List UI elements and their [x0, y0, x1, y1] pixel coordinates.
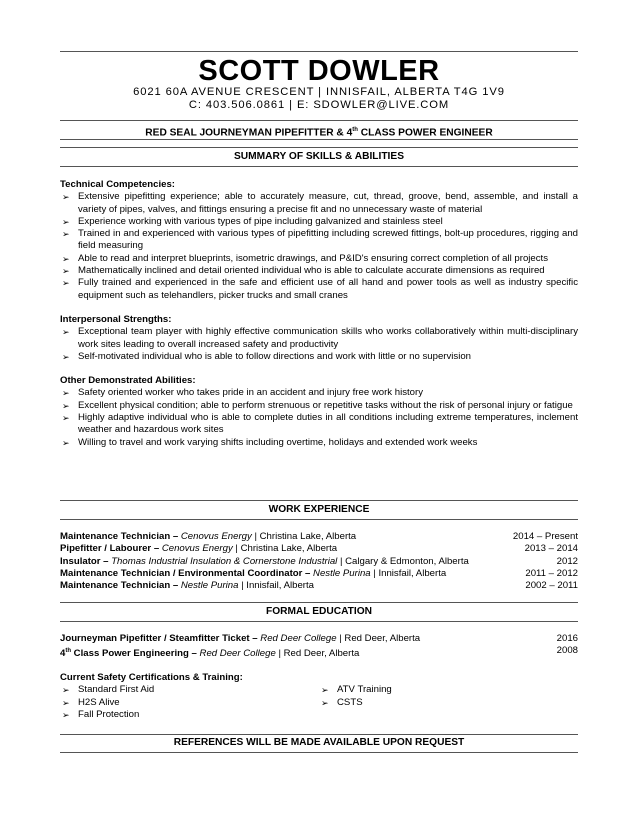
bullet-item: [60, 437, 578, 449]
education-separator: –: [188, 648, 200, 660]
bullet-text: Standard First Aid: [78, 684, 155, 696]
job-title: Pipefitter / Labourer: [60, 543, 152, 555]
certifications-section: [60, 672, 578, 721]
job-company: Cenovus Energy: [180, 531, 252, 542]
divider: [60, 500, 578, 501]
title-band: [60, 124, 578, 139]
top-rule: [60, 51, 578, 52]
bullet-item: [60, 265, 578, 277]
arrow-bullet-icon: ➢: [321, 697, 329, 708]
arrow-bullet-icon: ➢: [62, 413, 70, 424]
job-location: | Christina Lake, Alberta: [232, 543, 338, 555]
job-location: | Innisfail, Alberta: [238, 580, 315, 592]
job-dates: 2014 – Present: [512, 531, 578, 542]
job-company: Nestle Purina: [180, 580, 239, 592]
bullet-item: [319, 697, 578, 709]
divider: [60, 519, 578, 520]
bullet-text: Safety oriented worker who takes pride in an accident and injury free work history: [78, 387, 424, 399]
skills-group-title: Other Demonstrated Abilities:: [60, 375, 196, 387]
job-dates: 2013 – 2014: [524, 543, 578, 555]
bullet-text: Extensive pipefitting experience; able to accurately measure, cut, thread, groove, bend, assemble, and install a variety of pipes, valves, and fittings ensuring a precise fit and no unnecessary waste of material: [78, 191, 578, 215]
bullet-text: CSTS: [337, 696, 363, 708]
job-title: Insulator: [60, 555, 101, 567]
education-location: | Red Deer, Alberta: [336, 633, 421, 644]
bullet-text: Willing to travel and work varying shifts including overtime, holidays and extended work weeks: [78, 436, 478, 448]
bullet-text: Excellent physical condition; able to perform strenuous or repetitive tasks without the risk of personal injury or fatigue: [78, 399, 573, 411]
job-company: Nestle Purina: [313, 567, 371, 579]
job-title: Maintenance Technician: [60, 531, 171, 542]
bullet-text: Highly adaptive individual who is able to complete duties in all conditions including extreme temperatures, inclement weather and hazardous work sites: [78, 412, 578, 436]
job-dates: 2012: [556, 555, 578, 567]
job-row: [60, 568, 578, 580]
job-row: [60, 531, 578, 543]
bullet-item: [60, 684, 319, 696]
job-location: | Innisfail, Alberta: [370, 567, 447, 579]
job-row: [60, 556, 578, 568]
arrow-bullet-icon: ➢: [62, 685, 70, 696]
bullet-text: Mathematically inclined and detail oriented individual who is able to calculate accurate dimensions as required: [78, 265, 545, 277]
education-school: Red Deer College: [260, 633, 337, 644]
education-heading: FORMAL EDUCATION: [265, 606, 373, 617]
bullet-item: [60, 277, 578, 302]
job-title: Maintenance Technician / Environmental Coordinator: [60, 567, 303, 579]
job-company: Cenovus Energy: [161, 543, 233, 555]
education-title: Journeyman Pipefitter / Steamfitter Ticket: [60, 633, 250, 644]
bullet-text: Fully trained and experienced in the safe and efficient use of all hand and power tools as well as industry specific equipment such as telehandlers, picker trucks and small cranes: [78, 277, 578, 301]
references-note: REFERENCES WILL BE MADE AVAILABLE UPON REQUEST: [173, 737, 465, 748]
job-location: | Calgary & Edmonton, Alberta: [337, 555, 469, 567]
divider: [60, 602, 578, 603]
skills-group: [60, 179, 578, 302]
skills-group: [60, 314, 578, 363]
bullet-text: Fall Protection: [78, 708, 140, 720]
job-title: Maintenance Technician: [60, 580, 171, 592]
arrow-bullet-icon: ➢: [321, 685, 329, 696]
bullet-item: [60, 191, 578, 216]
arrow-bullet-icon: ➢: [62, 253, 70, 264]
bullet-text: Trained in and experienced with various types of pipefitting including screwed fittings, bolt-up procedures, rigging and field measuring: [78, 228, 578, 252]
job-dates: 2011 – 2012: [525, 567, 578, 579]
bullet-text: Exceptional team player with highly effective communication skills who works collaboratively within multi-disciplinary work sites leading to overall increased safety and productivity: [78, 326, 578, 350]
bullet-text: H2S Alive: [78, 696, 120, 708]
arrow-bullet-icon: ➢: [62, 709, 70, 720]
education-school: Red Deer College: [199, 648, 276, 660]
bullet-item: [60, 697, 319, 709]
bullet-item: [319, 684, 578, 696]
job-dates: 2002 – 2011: [525, 580, 578, 592]
arrow-bullet-icon: ➢: [62, 192, 70, 203]
address-line: 6021 60A AVENUE CRESCENT | INNISFAIL, ALBERTA T4G 1V9: [133, 86, 505, 98]
skills-group: [60, 375, 578, 449]
education-title: 4th Class Power Engineering: [60, 648, 189, 660]
education-list: [60, 633, 578, 658]
education-row: [60, 633, 578, 645]
resume-page: [60, 0, 578, 826]
arrow-bullet-icon: ➢: [62, 216, 70, 227]
arrow-bullet-icon: ➢: [62, 400, 70, 411]
divider: [60, 120, 578, 121]
job-row: [60, 543, 578, 555]
arrow-bullet-icon: ➢: [62, 351, 70, 362]
job-company: Thomas Industrial Insulation & Cornerstone Industrial: [111, 555, 338, 567]
arrow-bullet-icon: ➢: [62, 229, 70, 240]
education-location: | Red Deer, Alberta: [275, 648, 360, 660]
job-separator: –: [100, 555, 112, 567]
education-row: [60, 645, 578, 660]
arrow-bullet-icon: ➢: [62, 266, 70, 277]
summary-heading: SUMMARY OF SKILLS & ABILITIES: [234, 151, 404, 162]
arrow-bullet-icon: ➢: [62, 697, 70, 708]
title-band-text: RED SEAL JOURNEYMAN PIPEFITTER & 4th CLASS POWER ENGINEER: [145, 127, 493, 139]
divider: [60, 147, 578, 148]
job-row: [60, 580, 578, 592]
certifications-left: [60, 684, 319, 721]
bullet-item: [60, 216, 578, 228]
arrow-bullet-icon: ➢: [62, 278, 70, 289]
arrow-bullet-icon: ➢: [62, 388, 70, 399]
bullet-item: [60, 351, 578, 363]
bullet-item: [60, 412, 578, 437]
bullet-text: Self-motivated individual who is able to follow directions and work with little or no supervision: [78, 350, 472, 362]
arrow-bullet-icon: ➢: [62, 437, 70, 448]
arrow-bullet-icon: ➢: [62, 327, 70, 338]
bullet-item: [60, 228, 578, 253]
education-year: 2016: [556, 633, 578, 644]
candidate-name: SCOTT DOWLER: [198, 55, 440, 87]
skills-group-title: Interpersonal Strengths:: [60, 313, 172, 325]
divider: [60, 621, 578, 622]
education-separator: –: [249, 633, 261, 644]
bullet-item: [60, 387, 578, 399]
job-separator: –: [302, 567, 314, 579]
work-experience-list: [60, 531, 578, 592]
bullet-text: ATV Training: [337, 684, 392, 696]
work-experience-heading: WORK EXPERIENCE: [268, 504, 370, 515]
skills-group-title: Technical Competencies:: [60, 179, 175, 190]
divider: [60, 734, 578, 735]
bullet-text: Able to read and interpret blueprints, isometric drawings, and P&ID's ensuring correct completion of all projects: [78, 252, 549, 264]
bullet-item: [60, 709, 319, 721]
job-location: | Christina Lake, Alberta: [251, 531, 357, 542]
contact-line: C: 403.506.0861 | E: SDOWLER@LIVE.COM: [188, 99, 450, 111]
divider: [60, 166, 578, 167]
certifications-title: Current Safety Certifications & Training:: [60, 672, 243, 683]
job-separator: –: [170, 580, 181, 592]
bullet-item: [60, 253, 578, 265]
certifications-right: [319, 684, 578, 721]
bullet-item: [60, 326, 578, 351]
job-separator: –: [170, 531, 181, 542]
summary-section: [60, 179, 578, 449]
education-year: 2008: [556, 645, 578, 657]
divider: [60, 752, 578, 753]
job-separator: –: [151, 543, 162, 555]
bullet-text: Experience working with various types of pipe including galvanized and stainless steel: [78, 215, 443, 227]
divider: [60, 139, 578, 140]
bullet-item: [60, 400, 578, 412]
